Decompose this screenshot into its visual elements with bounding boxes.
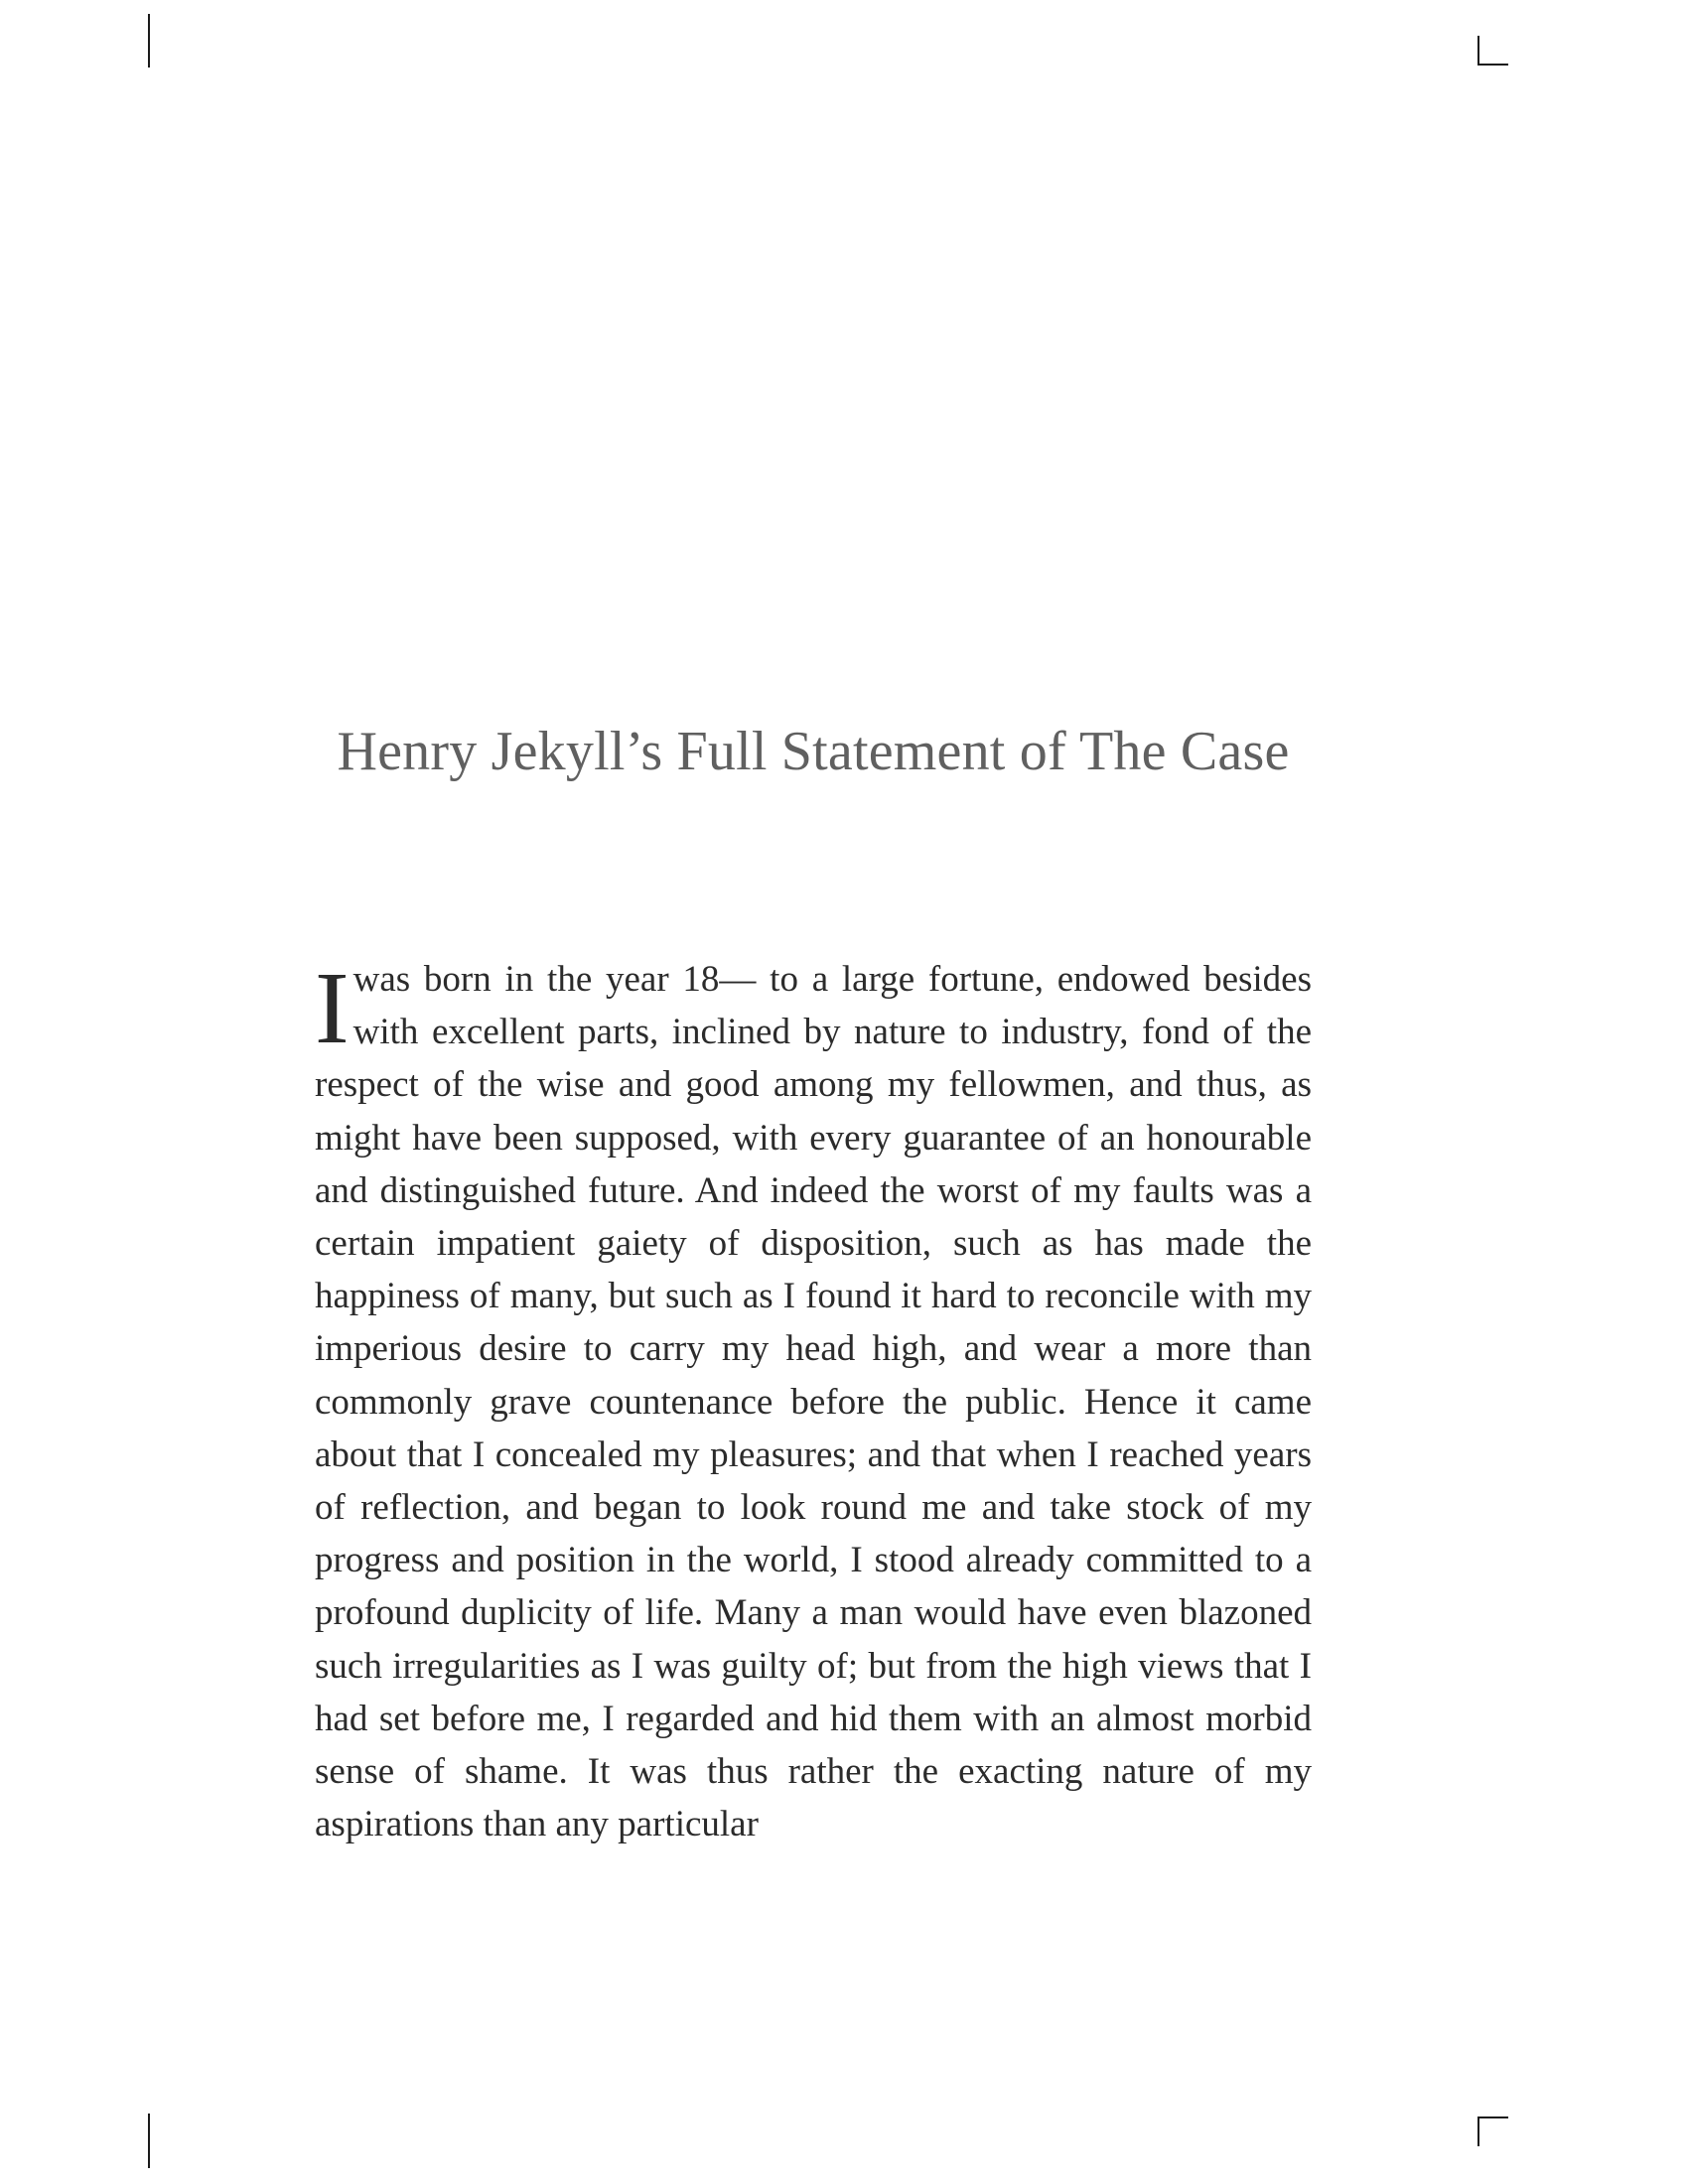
drop-cap: I bbox=[315, 951, 350, 1065]
crop-mark-bottom-left bbox=[148, 2114, 150, 2168]
crop-mark-top-right-horizontal bbox=[1477, 64, 1508, 66]
crop-mark-bottom-right-horizontal bbox=[1477, 2116, 1508, 2118]
chapter-title: Henry Jekyll’s Full Statement of The Case bbox=[337, 721, 1290, 782]
body-text: was born in the year 18— to a large fortune, endowed besides with excellent parts, inclined by nature to industry, fond of the respect of the wise and good among my fellowmen, and thus, as might have been supposed, with every guarantee of an honourable and distinguished future. And indeed the worst of my faults was a certain impatient gaiety of disposition, such as has made the happiness of many, but such as I found it hard to reconcile with my imperious desire to carry my head high, and wear a more than commonly grave countenance before the public. Hence it came about that I concealed my pleasures; and that when I reached years of reflection, and began to look round me and take stock of my progress and position in the world, I stood already committed to a profound duplicity of life. Many a man would have even blazoned such irregularities as I was guilty of; but from the high views that I had set before me, I regarded and hid them with an almost morbid sense of shame. It was thus rather the exacting nature of my aspirations than any particular bbox=[315, 959, 1312, 1845]
crop-mark-bottom-right-vertical bbox=[1477, 2116, 1479, 2146]
crop-mark-top-right-vertical bbox=[1477, 36, 1479, 66]
body-paragraph bbox=[315, 953, 1312, 1850]
crop-mark-top-left bbox=[148, 14, 150, 68]
